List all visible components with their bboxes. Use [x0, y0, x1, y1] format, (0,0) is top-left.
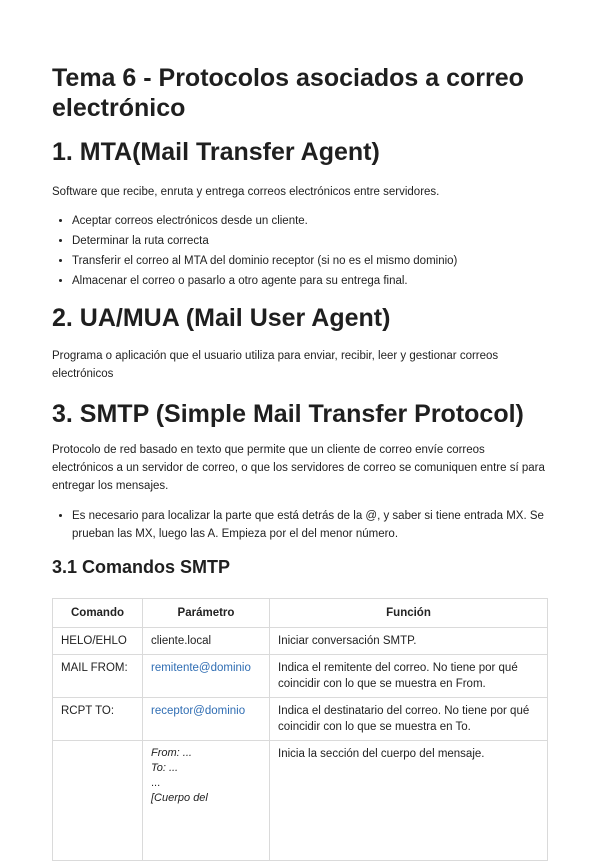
- cell-function: Inicia la sección del cuerpo del mensaje.: [270, 741, 548, 861]
- cell-parameter: [143, 741, 270, 861]
- mta-intro: Software que recibe, enruta y entrega correos electrónicos entre servidores.: [52, 186, 440, 198]
- section-heading-mua: 2. UA/MUA (Mail User Agent): [52, 304, 391, 332]
- header-function: Función: [270, 599, 548, 628]
- table-row: [53, 741, 548, 861]
- section-heading-smtp: 3. SMTP (Simple Mail Transfer Protocol): [52, 400, 524, 428]
- cell-command: [53, 741, 143, 861]
- code-line: To: ...: [151, 762, 179, 774]
- table-row: [53, 655, 548, 698]
- list-item: • Es necesario para localizar la parte que está detrás de la @, y saber si tiene entrada MX. Se prueban las MX, luego las A. Empieza por el del menor número.: [72, 507, 548, 543]
- mua-intro: Programa o aplicación que el usuario utiliza para enviar, recibir, leer y gestionar correos electrónicos: [52, 350, 499, 380]
- cell-command: MAIL FROM:: [53, 655, 143, 698]
- cell-parameter[interactable]: remitente@dominio: [143, 655, 270, 698]
- cell-parameter: cliente.local: [143, 628, 270, 655]
- smtp-commands-table: [52, 598, 548, 861]
- cell-parameter[interactable]: receptor@dominio: [143, 698, 270, 741]
- cell-function: Indica el destinatario del correo. No tiene por qué coincidir con lo que se muestra en To.: [270, 698, 548, 741]
- list-item: • Almacenar el correo o pasarlo a otro agente para su entrega final.: [72, 271, 548, 291]
- code-line: From: ...: [151, 747, 192, 759]
- smtp-bullet-list: [52, 507, 548, 543]
- page-title: Tema 6 - Protocolos asociados a correo electrónico: [52, 64, 524, 122]
- smtp-intro: Protocolo de red basado en texto que permite que un cliente de correo envíe correos electrónicos a un servidor de correo, o que los servidores de correo se comuniquen entre sí para entregar los mensajes.: [52, 444, 545, 492]
- table-row: [53, 628, 548, 655]
- cell-function: Iniciar conversación SMTP.: [270, 628, 548, 655]
- list-item: • Aceptar correos electrónicos desde un cliente.: [72, 211, 548, 231]
- table-header-row: [53, 599, 548, 628]
- cell-command: RCPT TO:: [53, 698, 143, 741]
- list-item: • Determinar la ruta correcta: [72, 231, 548, 251]
- subsection-heading-smtp-commands: 3.1 Comandos SMTP: [52, 557, 231, 577]
- cell-command: HELO/EHLO: [53, 628, 143, 655]
- header-parameter: Parámetro: [143, 599, 270, 628]
- mta-bullet-list: [52, 211, 548, 291]
- table-row: [53, 698, 548, 741]
- code-line: [Cuerpo del: [151, 792, 208, 804]
- list-item: • Transferir el correo al MTA del dominio receptor (si no es el mismo dominio): [72, 251, 548, 271]
- section-heading-mta: 1. MTA(Mail Transfer Agent): [52, 138, 380, 166]
- code-line: ...: [151, 777, 161, 789]
- cell-function: Indica el remitente del correo. No tiene por qué coincidir con lo que se muestra en From.: [270, 655, 548, 698]
- header-command: Comando: [53, 599, 143, 628]
